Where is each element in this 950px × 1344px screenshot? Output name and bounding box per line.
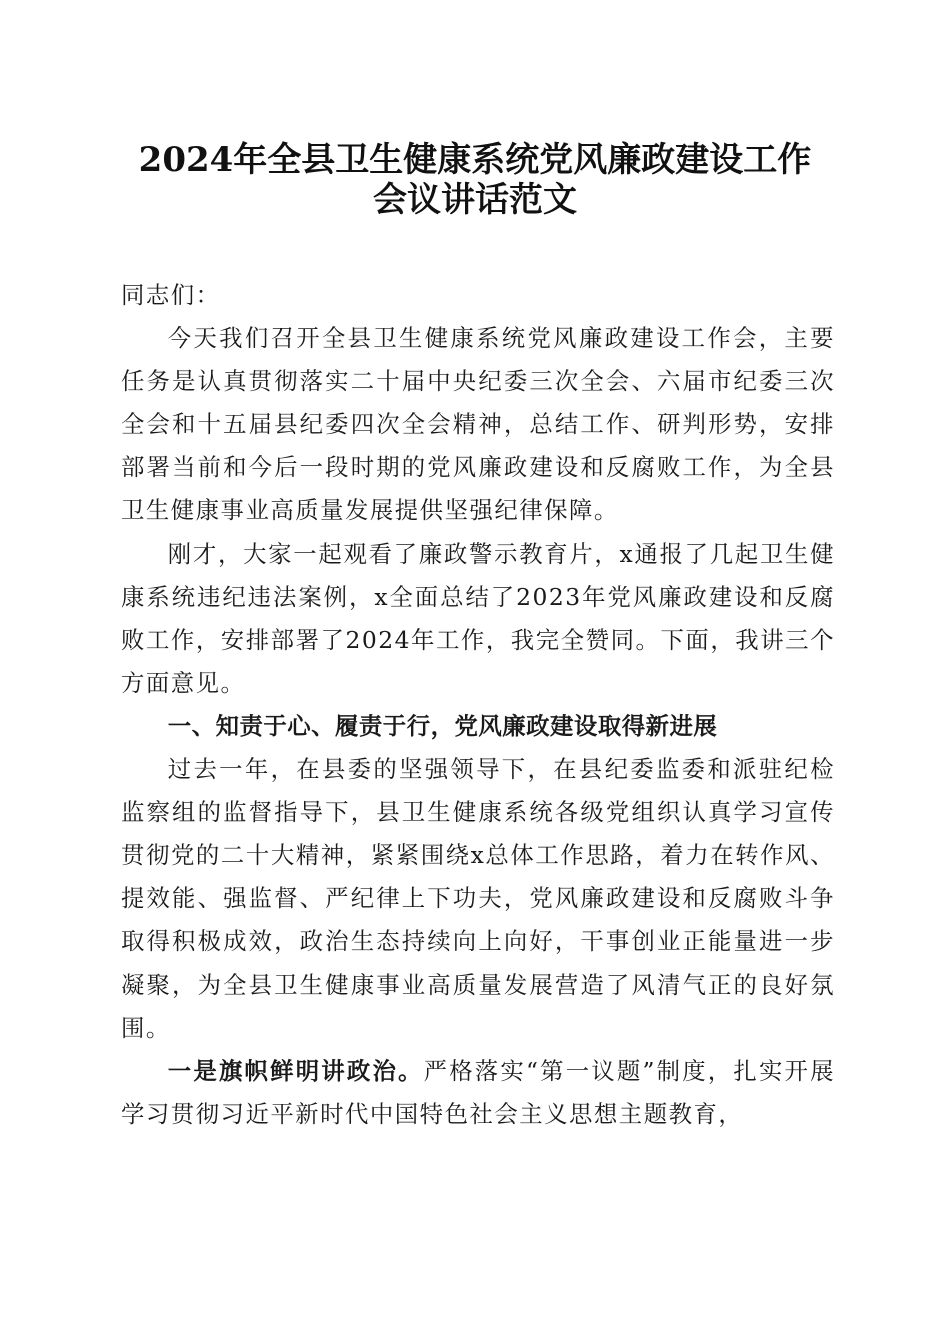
paragraph-summary: 刚才，大家一起观看了廉政警示教育片，x通报了几起卫生健康系统违纪违法案例，x全面总结了2023年党风廉政建设和反腐败工作，安排部署了2024年工作，我完全赞同。下面，我讲三个方面意见。 (121, 539, 835, 697)
document-title-line-1: 2024年全县卫生健康系统党风廉政建设工作 (138, 140, 812, 180)
section-heading-1: 一、知责于心、履责于行，党风廉政建设取得新进展 (167, 711, 718, 740)
paragraph-section-1: 过去一年，在县委的坚强领导下，在县纪委监委和派驻纪检监察组的监督指导下，县卫生健康系统各级党组织认真学习宣传贯彻党的二十大精神，紧紧围绕x总体工作思路，着力在转作风、提效能、强监督、严纪律上下功夫，党风廉政建设和反腐败斗争取得积极成效，政治生态持续向上向好，干事创业正能量进一步凝聚，为全县卫生健康事业高质量发展营造了风清气正的良好氛围。 (121, 755, 835, 1042)
paragraph-opening: 今天我们召开全县卫生健康系统党风廉政建设工作会，主要任务是认真贯彻落实二十届中央纪委三次全会、六届市纪委三次全会和十五届县纪委四次全会精神，总结工作、研判形势，安排部署当前和今后一段时期的党风廉政建设和反腐败工作，为全县卫生健康事业高质量发展提供坚强纪律保障。 (121, 324, 835, 525)
paragraph-point-1 (121, 1050, 835, 1136)
document-title-line-2: 会议讲话范文 (373, 180, 577, 220)
document-body (121, 274, 835, 1136)
point-1-text: 严格落实“第一议题”制度，扎实开展学习贯彻习近平新时代中国特色社会主义思想主题教育， (121, 1056, 836, 1128)
salutation: 同志们： (121, 281, 221, 309)
point-1-lead: 一是旗帜鲜明讲政治。 (167, 1056, 424, 1085)
